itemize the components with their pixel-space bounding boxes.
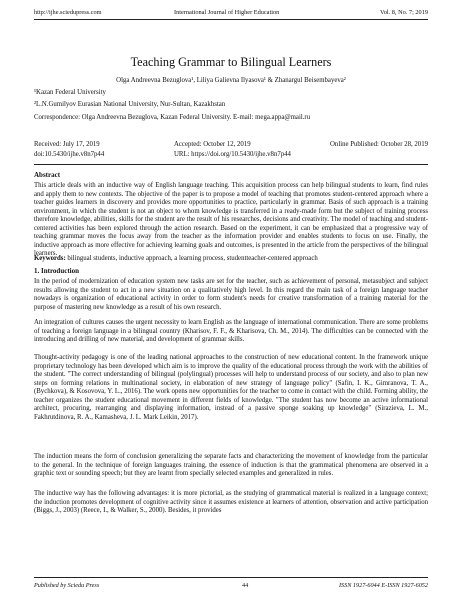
page-number: 44 — [242, 582, 249, 589]
eissn: E-ISSN 1927-6052 — [381, 582, 428, 589]
affiliation-2: ²L.N.Gumilyov Eurasian National University, Nur-Sultan, Kazakhstan — [34, 101, 226, 108]
introduction-heading: 1. Introduction — [34, 267, 79, 275]
abstract-text: This article deals with an inductive way of English language teaching. This acquisition process can help bilingual students to learn, find rules and apply them to new contexts. The objective of the paper is to propose a model of teaching that promotes student-centered approach where a teacher guides learners in discovery and provides more opportunities to practice, particularly in grammar. Basis of such approach is a training environment, in which the student is not an object to whom knowledge is transferred in a ready-made form but the subject of training process therefore knowledge, abilities, skills for the student are the result of his researches, decisions and creativity. The model of teaching and student-centered activities has been explored through the action research. Based on the experiment, it can be emphasized that a progressive way of teaching grammar moves the focus away from the teacher as the information provider and enables students to focus on use. Finally, the inductive approach as more effective for achieving learning goals and outcomes, is presented in the article from the perspectives of the bilingual learners. — [34, 182, 428, 257]
keywords-line — [34, 254, 428, 264]
footer-rule — [34, 577, 428, 578]
issn: ISSN 1927-6044 — [339, 582, 380, 589]
journal-url[interactable]: http://ijhe.sciedupress.com — [34, 9, 102, 16]
intro-paragraph: The inductive way has the following advantages: it is more pictorial, as the studying of grammatical material is realized in a language context; the induction promotes development of cognitive activity since it assumes existence at learners of attention, observation and active participation (Biggs, J., 2003) (Reece, I., & Walker, S., 2000). Besides, it provides — [34, 490, 428, 514]
doi-url[interactable]: URL: https://doi.org/10.5430/ijhe.v8n7p44 — [174, 151, 291, 158]
accepted-date: Accepted: October 12, 2019 — [174, 141, 251, 148]
running-header — [34, 7, 428, 19]
online-date: Online Published: October 28, 2019 — [330, 141, 428, 148]
keywords-text: bilingual students, inductive approach, a learning process, studentteacher-centered approach — [67, 255, 318, 262]
affiliation-1: ¹Kazan Federal University — [34, 89, 106, 96]
intro-paragraph: Thought-activity pedagogy is one of the leading national approaches to the construction of new educational content. In the framework unique proprietary technology has been developed which aim is to improve the quality of the educational process through the work with the abilities of the student. "The correct understanding of bilingual (polylingual) processes will help to understand process of our society, and also to plan new steps on forming relations in multinational society, in elaboration of new strategy of language policy" (Safin, I. K., Gimranova, T. A., (Bychkova), & Kosovova, Y. L., 2016). The work opens new opportunities for the teacher to come in contact with the child. Forming ability, the teacher organizes the student educational movement in different fields of knowledge. "The student has now become an active informational architect, procuring, rearranging and displaying information, instead of a passive sponge soaking up knowledge" (Sirazieva, L. M., Fakhrutdinova, R. A., Kamasheva, J. L. Mark Leikin, 2017). — [34, 354, 428, 421]
intro-paragraph: The induction means the form of conclusion generalizing the separate facts and characterizing the movement of knowledge from the particular to the general. In the technique of foreign languages training, the essence of induction is that the grammatical phenomena are observed in a graphic text or sounding speech; but they are learnt from specially selected examples and generalized in rules. — [34, 453, 428, 477]
correspondence: Correspondence: Olga Andreevna Bezuglova, Kazan Federal University. E-mail: mega.appa@mail.ru — [34, 114, 311, 121]
volume-info: Vol. 8, No. 7; 2019 — [380, 9, 428, 16]
abstract-rule-top — [34, 164, 428, 165]
journal-name: International Journal of Higher Education — [174, 9, 280, 16]
publisher: Published by Sciedu Press — [34, 582, 100, 589]
intro-paragraph: An integration of cultures causes the urgent necessity to learn English as the language of international communication. There are some problems of teaching a foreign language in a bilingual country (Kharisov, F. F., & Kharisova, Ch. M., 2014). The difficulties can be connected with the introducing and drilling of new material, and development of grammar skills. — [34, 319, 428, 343]
doi[interactable]: doi:10.5430/ijhe.v8n7p44 — [34, 151, 105, 158]
paper-title: Teaching Grammar to Bilingual Learners — [130, 55, 332, 69]
author-list: Olga Andreevna Bezuglova¹, Liliya Galievna Ilyasova¹ & Zhanargul Beisembayeva² — [116, 77, 346, 84]
intro-paragraph: In the period of modernization of education system new tasks are set for the teacher, such as achievement of personal, metasubject and subject results allowing the student to act in a new situation on a qualitatively high level. In this regard the main task of a foreign language teacher nowadays is organization of educational activity in order to form student's needs for creative transformation of a training material for the purpose of mastering new knowledge as a result of his own research. — [34, 278, 428, 311]
header-rule — [34, 19, 428, 20]
received-date: Received: July 17, 2019 — [34, 141, 100, 148]
keywords-label: Keywords: — [34, 255, 66, 262]
abstract-heading: Abstract — [34, 171, 61, 179]
